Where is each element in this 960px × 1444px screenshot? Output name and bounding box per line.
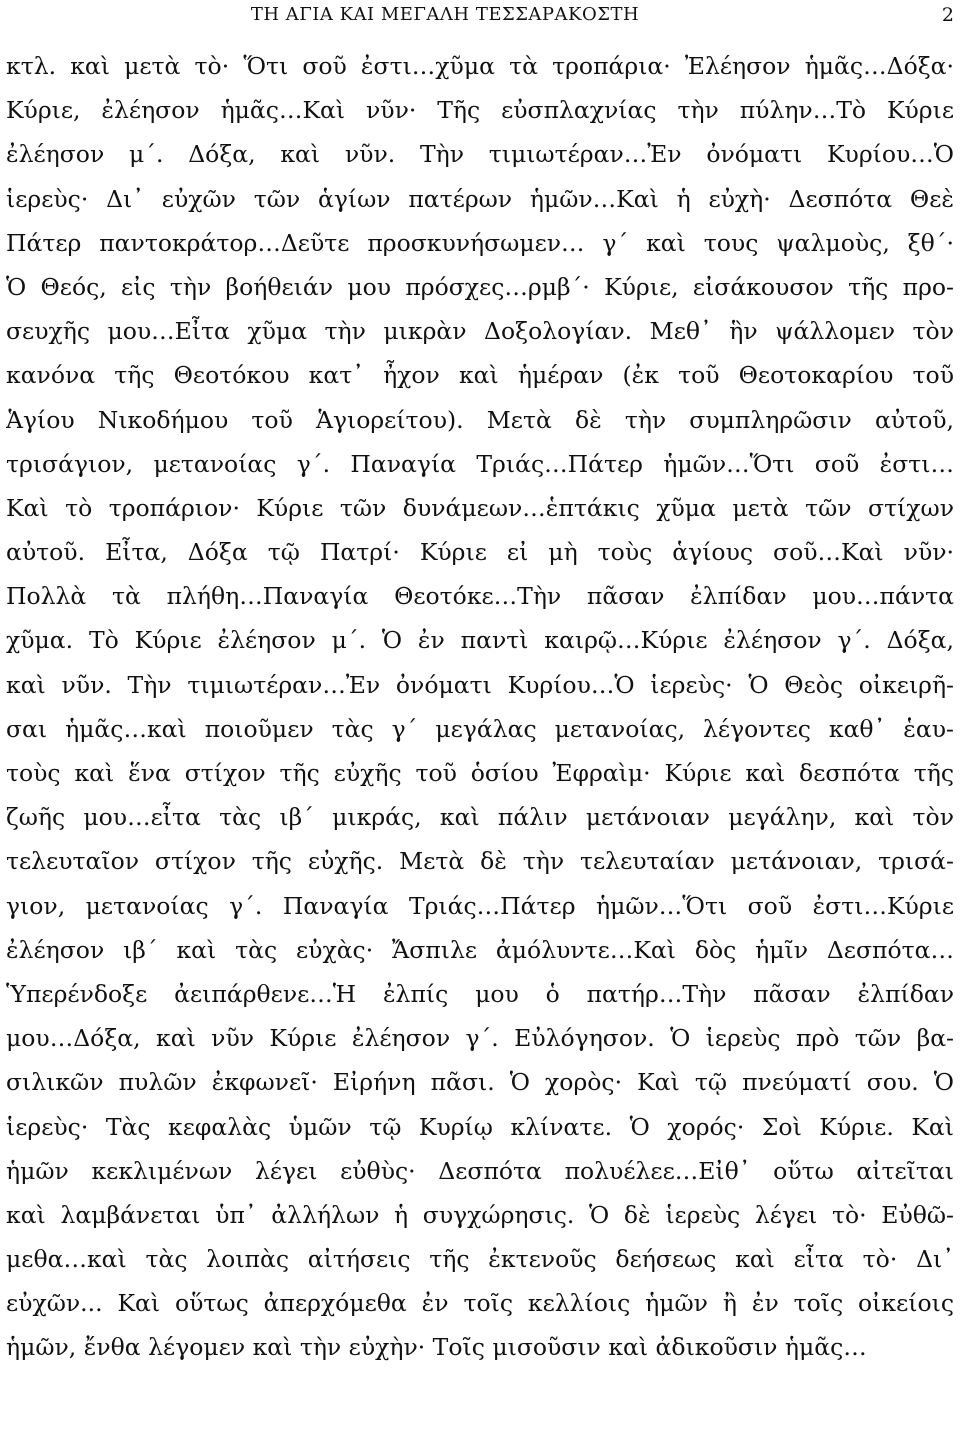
text-line: ἱερεὺς· Τὰς κεφαλὰς ὑμῶν τῷ Κυρίῳ κλίνατε. Ὁ χορός· Σοὶ Κύριε. Καὶ: [6, 1112, 954, 1141]
text-line: εὐχῶν... Καὶ οὕτως ἀπερχόμεθα ἐν τοῖς κελλίοις ἡμῶν ἢ ἐν τοῖς οἰκείοις: [6, 1289, 954, 1318]
running-title: ΤΗ ΑΓΙΑ ΚΑΙ ΜΕΓΑΛΗ ΤΕΣΣΑΡΑΚΟΣΤΗ: [250, 4, 640, 25]
text-line: ἐλέησον μ΄. Δόξα, καὶ νῦν. Τὴν τιμιωτέραν…Ἐν ὀνόματι Κυρίου…Ὁ: [6, 140, 954, 169]
text-line: σευχῆς μου…Εἶτα χῦμα τὴν μικρὰν Δοξολογίαν. Μεθ᾽ ἣν ψάλλομεν τὸν: [6, 317, 954, 346]
text-line: ἡμῶν, ἔνθα λέγομεν καὶ τὴν εὐχὴν· Τοῖς μισοῦσιν καὶ ἀδικοῦσιν ἡμᾶς…: [6, 1333, 867, 1362]
text-line: Κύριε, ἐλέησον ἡμᾶς…Καὶ νῦν· Τῆς εὐσπλαχνίας τὴν πύλην…Τὸ Κύριε: [6, 96, 954, 125]
text-line: σαι ἡμᾶς…καὶ ποιοῦμεν τὰς γ΄ μεγάλας μετανοίας, λέγοντες καθ᾽ ἑαυ-: [6, 714, 954, 743]
text-line: κτλ. καὶ μετὰ τὸ· Ὅτι σοῦ ἐστι…χῦμα τὰ τροπάρια· Ἐλέησον ἡμᾶς…Δόξα·: [6, 52, 954, 80]
text-line: Καὶ τὸ τροπάριον· Κύριε τῶν δυνάμεων…ἑπτάκις χῦμα μετὰ τῶν στίχων: [6, 493, 954, 522]
text-line: Πολλὰ τὰ πλήθη…Παναγία Θεοτόκε…Τὴν πᾶσαν ἐλπίδαν μου…πάντα: [6, 582, 954, 611]
text-line: τελευταῖον στίχον τῆς εὐχῆς. Μετὰ δὲ τὴν τελευταίαν μετάνοιαν, τρισά-: [6, 847, 954, 876]
text-line: ἡμῶν κεκλιμένων λέγει εὐθὺς· Δεσπότα πολυέλεε…Εἰθ᾽ οὕτω αἰτεῖται: [6, 1156, 954, 1185]
text-line: γιον, μετανοίας γ΄. Παναγία Τριάς…Πάτερ ἡμῶν…Ὅτι σοῦ ἐστι…Κύριε: [6, 891, 954, 920]
text-line: τρισάγιον, μετανοίας γ΄. Παναγία Τριάς…Πάτερ ἡμῶν…Ὅτι σοῦ ἐστι…: [6, 449, 954, 478]
text-line: Ἁγίου Νικοδήμου τοῦ Ἁγιορείτου). Μετὰ δὲ τὴν συμπληρῶσιν αὐτοῦ,: [6, 405, 954, 434]
text-line: Πάτερ παντοκράτορ…Δεῦτε προσκυνήσωμεν… γ΄ καὶ τους ψαλμοὺς, ξθ΄·: [6, 228, 954, 257]
text-line: Ὁ Θεός, εἰς τὴν βοήθειάν μου πρόσχες…ρμβ΄· Κύριε, εἰσάκουσον τῆς προ-: [6, 272, 954, 301]
text-line: ἱερεὺς· Δι᾽ εὐχῶν τῶν ἁγίων πατέρων ἡμῶν…Καὶ ἡ εὐχὴ· Δεσπότα Θεὲ: [6, 184, 954, 213]
text-line: κανόνα τῆς Θεοτόκου κατ᾽ ἦχον καὶ ἡμέραν (ἐκ τοῦ Θεοτοκαρίου τοῦ: [6, 361, 954, 390]
text-line: καὶ λαμβάνεται ὑπ᾽ ἀλλήλων ἡ συγχώρησις. Ὁ δὲ ἱερεὺς λέγει τὸ· Εὐθῶ-: [6, 1200, 954, 1229]
text-line: Ὑπερένδοξε ἀειπάρθενε…Ἡ ἐλπίς μου ὁ πατήρ…Τὴν πᾶσαν ἐλπίδαν: [6, 979, 954, 1008]
body-text: [6, 44, 954, 1370]
text-line: ἐλέησον ιβ΄ καὶ τὰς εὐχὰς· Ἄσπιλε ἀμόλυντε…Καὶ δὸς ἡμῖν Δεσπότα…: [6, 935, 954, 964]
text-line: ζωῆς μου…εἶτα τὰς ιβ΄ μικράς, καὶ πάλιν μετάνοιαν μεγάλην, καὶ τὸν: [6, 803, 954, 832]
text-line: τοὺς καὶ ἕνα στίχον τῆς εὐχῆς τοῦ ὁσίου Ἐφραὶμ· Κύριε καὶ δεσπότα τῆς: [6, 759, 954, 787]
text-line: σιλικῶν πυλῶν ἐκφωνεῖ· Εἰρήνη πᾶσι. Ὁ χορὸς· Καὶ τῷ πνεύματί σου. Ὁ: [6, 1068, 954, 1097]
text-line: καὶ νῦν. Τὴν τιμιωτέραν…Ἐν ὀνόματι Κυρίου…Ὁ ἱερεὺς· Ὁ Θεὸς οἰκειρῆ-: [6, 670, 954, 699]
page-header: [0, 0, 960, 28]
text-line: αὐτοῦ. Εἶτα, Δόξα τῷ Πατρί· Κύριε εἰ μὴ τοὺς ἁγίους σοῦ…Καὶ νῦν·: [6, 538, 954, 567]
page-number: 2: [941, 4, 954, 26]
text-line: μου…Δόξα, καὶ νῦν Κύριε ἐλέησον γ΄. Εὐλόγησον. Ὁ ἱερεὺς πρὸ τῶν βα-: [6, 1024, 954, 1053]
text-line: μεθα…καὶ τὰς λοιπὰς αἰτήσεις τῆς ἐκτενοῦς δεήσεως καὶ εἶτα τὸ· Δι᾽: [6, 1245, 954, 1274]
text-line: χῦμα. Τὸ Κύριε ἐλέησον μ΄. Ὁ ἐν παντὶ καιρῷ…Κύριε ἐλέησον γ΄. Δόξα,: [6, 626, 954, 655]
